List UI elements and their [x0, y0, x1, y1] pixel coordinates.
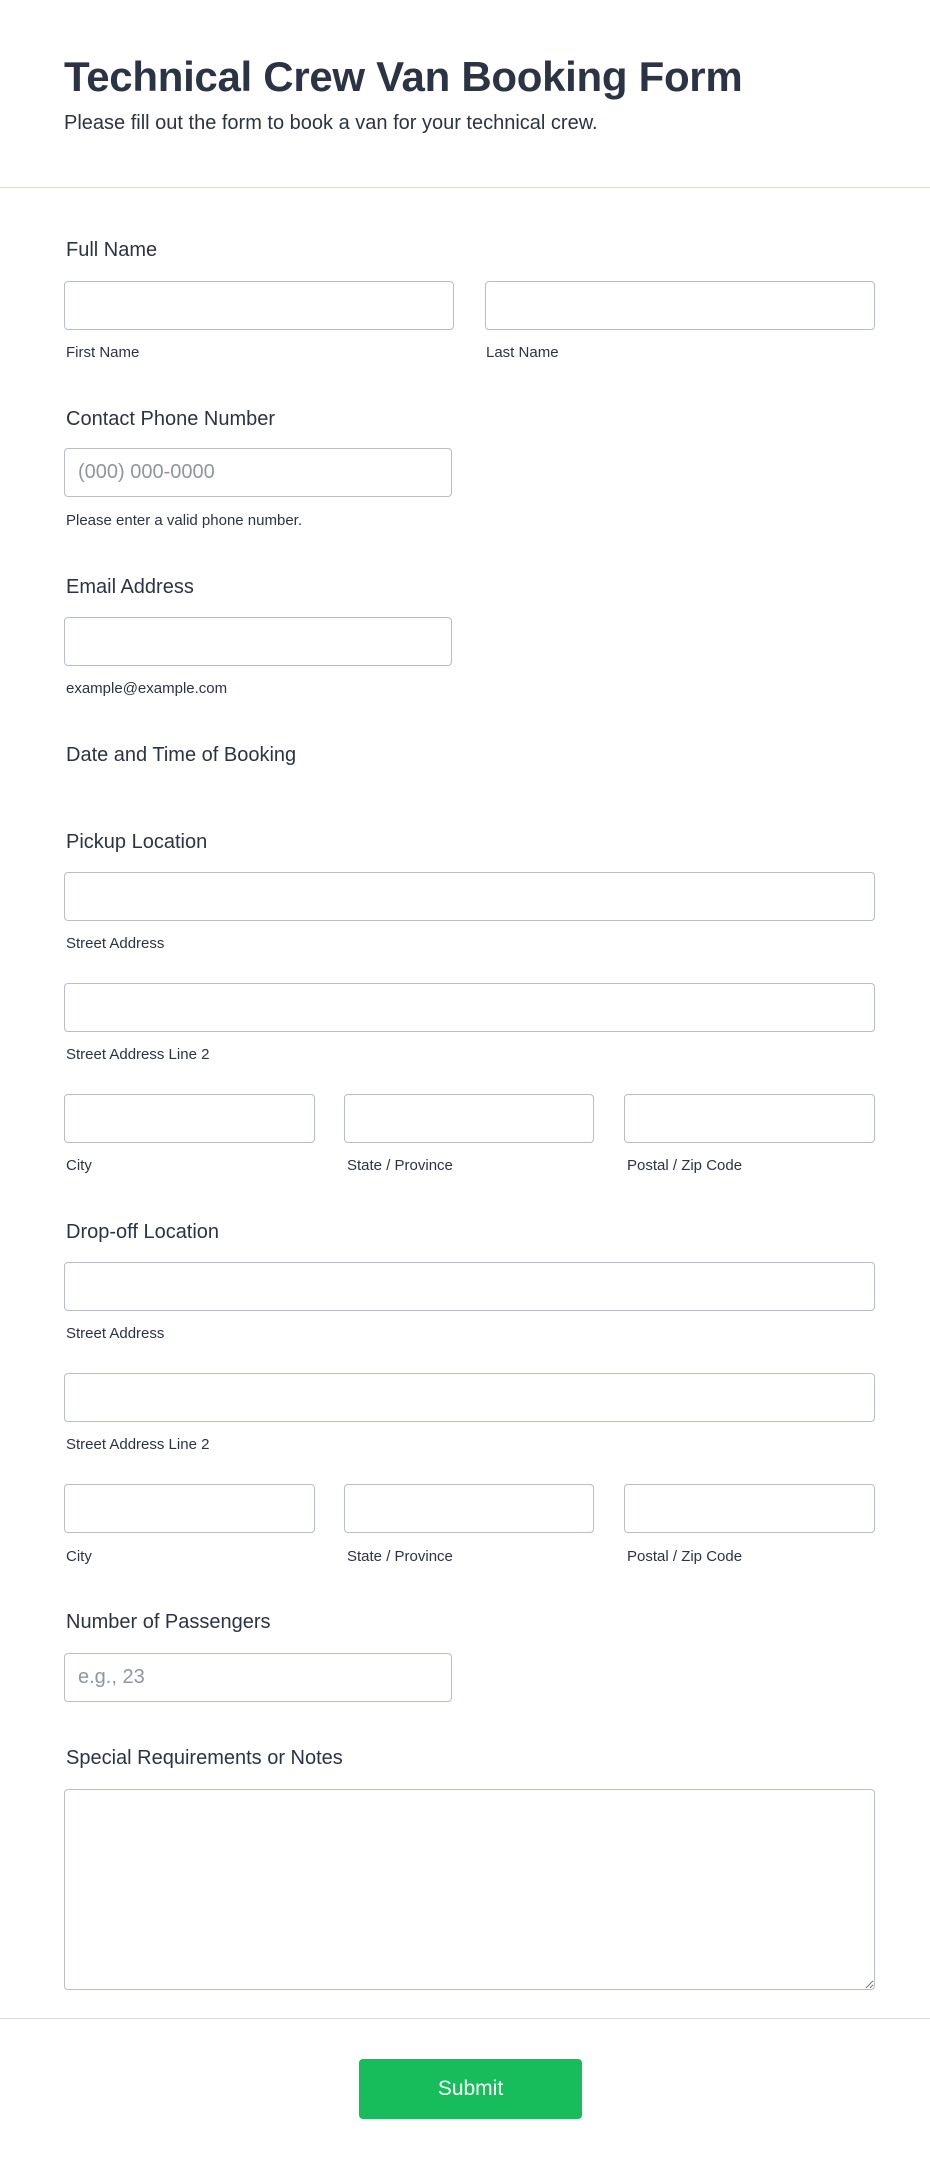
- last-name-sublabel: Last Name: [486, 344, 559, 361]
- email-label: Email Address: [66, 576, 194, 598]
- email-sublabel: example@example.com: [66, 680, 228, 697]
- form-footer: [0, 2018, 930, 2168]
- pickup-street2-input[interactable]: [64, 983, 875, 1032]
- passengers-input[interactable]: [64, 1653, 452, 1702]
- passengers-label: Number of Passengers: [66, 1611, 271, 1633]
- dropoff-street2-sublabel: Street Address Line 2: [66, 1436, 210, 1453]
- pickup-state-input[interactable]: [344, 1094, 594, 1143]
- dropoff-street-sublabel: Street Address: [66, 1325, 165, 1342]
- dropoff-street-input[interactable]: [64, 1262, 875, 1311]
- pickup-street-input[interactable]: [64, 872, 875, 921]
- email-input[interactable]: [64, 617, 452, 666]
- pickup-state-sublabel: State / Province: [347, 1157, 453, 1174]
- pickup-city-input[interactable]: [64, 1094, 315, 1143]
- page-title: Technical Crew Van Booking Form: [64, 53, 743, 100]
- pickup-street2-sublabel: Street Address Line 2: [66, 1046, 210, 1063]
- last-name-input[interactable]: [485, 281, 875, 330]
- dropoff-street2-input[interactable]: [64, 1373, 875, 1422]
- page-subtitle: Please fill out the form to book a van for your technical crew.: [64, 112, 598, 134]
- dropoff-state-sublabel: State / Province: [347, 1548, 453, 1565]
- pickup-city-sublabel: City: [66, 1157, 92, 1174]
- pickup-zip-input[interactable]: [624, 1094, 875, 1143]
- notes-label: Special Requirements or Notes: [66, 1747, 343, 1769]
- dropoff-zip-sublabel: Postal / Zip Code: [627, 1548, 743, 1565]
- dropoff-state-input[interactable]: [344, 1484, 594, 1533]
- first-name-sublabel: First Name: [66, 344, 140, 361]
- phone-input[interactable]: [64, 448, 452, 497]
- pickup-label: Pickup Location: [66, 831, 208, 853]
- phone-label: Contact Phone Number: [66, 408, 276, 430]
- dropoff-label: Drop-off Location: [66, 1221, 220, 1243]
- dropoff-zip-input[interactable]: [624, 1484, 875, 1533]
- pickup-street-sublabel: Street Address: [66, 935, 165, 952]
- first-name-input[interactable]: [64, 281, 454, 330]
- pickup-zip-sublabel: Postal / Zip Code: [627, 1157, 743, 1174]
- notes-textarea[interactable]: [64, 1789, 875, 1990]
- phone-sublabel: Please enter a valid phone number.: [66, 512, 302, 529]
- dropoff-city-input[interactable]: [64, 1484, 315, 1533]
- dropoff-city-sublabel: City: [66, 1548, 92, 1565]
- submit-button[interactable]: Submit: [359, 2059, 582, 2119]
- datetime-label: Date and Time of Booking: [66, 744, 297, 766]
- full-name-label: Full Name: [66, 239, 158, 261]
